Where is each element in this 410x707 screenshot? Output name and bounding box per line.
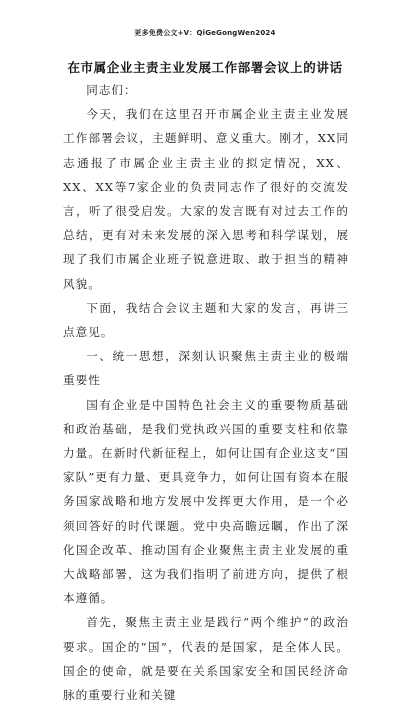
salutation: 同志们： (86, 83, 137, 97)
document-body (63, 78, 349, 707)
header-note: 更多免费公文+V：QiGeGongWen2024 (134, 29, 276, 37)
paragraph-transition: 下面，我结合会议主题和大家的发言，再讲三点意见。 (63, 300, 349, 340)
section-heading-1: 一、统一思想，深刻认识聚焦主责主业的极端重要性 (63, 349, 349, 388)
paragraph-opening: 今天，我们在这里召开市属企业主责主业发展工作部署会议，主题鲜明、意义重大。刚才，XX同志通报了市属企业主责主业的拟定情况，XX、XX、XX等7家企业的负责同志作了很好的交流发言，听了很受启发。大家的发言既有对过去工作的总结，更有对未来发展的深入思考和科学谋划，展现了我们市属企业班子锐意进取、敢于担当的精神风貌。 (63, 107, 349, 291)
paragraph-first-point: 首先，聚焦主责主业是践行“两个维护”的政治要求。国企的“国”，代表的是国家，是全体人民。国企的使命，就是要在关系国家安全和国民经济命脉的重要行业和关键 (63, 615, 349, 703)
paragraph-state-enterprise: 国有企业是中国特色社会主义的重要物质基础和政治基础，是我们党执政兴国的重要支柱和依靠力量。在新时代新征程上，如何让国有企业这支“国家队”更有力量、更具竞争力，如何让国有资本在服务国家战略和地方发展中发挥更大作用，是一个必须回答好的时代课题。党中央高瞻远瞩，作出了深化国企改革、推动国有企业聚焦主责主业发展的重大战略部署，这为我们指明了前进方向，提供了根本遵循。 (63, 397, 349, 606)
document-title: 在市属企业主责主业发展工作部署会议上的讲话 (67, 60, 343, 75)
